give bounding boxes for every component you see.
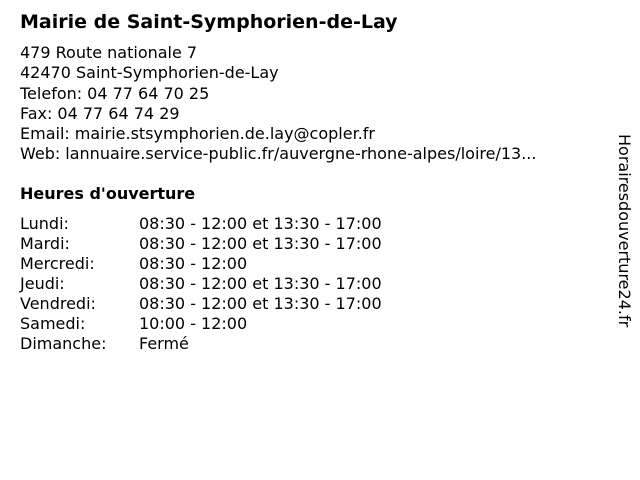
watermark-text: Horairesdouverture24.fr bbox=[615, 134, 634, 328]
page-title: Mairie de Saint-Symphorien-de-Lay bbox=[20, 11, 398, 33]
address-line-2: 42470 Saint-Symphorien-de-Lay bbox=[20, 63, 279, 83]
time-value: 08:30 - 12:00 bbox=[139, 254, 248, 273]
time-value: 10:00 - 12:00 bbox=[139, 314, 248, 333]
day-label: Vendredi: bbox=[20, 294, 96, 313]
web-link[interactable]: lannuaire.service-public.fr/auvergne-rhone-alpes/loire/13... bbox=[65, 144, 537, 164]
fax-value: 04 77 64 74 29 bbox=[57, 103, 180, 123]
time-value: Fermé bbox=[139, 334, 189, 353]
email-row bbox=[20, 124, 536, 144]
phone-row bbox=[20, 84, 536, 104]
hours-heading: Heures d'ouverture bbox=[20, 184, 196, 203]
email-link[interactable]: mairie.stsymphorien.de.lay@copler.fr bbox=[74, 124, 375, 144]
day-label: Lundi: bbox=[20, 214, 69, 233]
day-label: Samedi: bbox=[20, 314, 86, 333]
day-label: Mardi: bbox=[20, 234, 70, 253]
web-row bbox=[20, 144, 536, 164]
day-label: Dimanche: bbox=[20, 334, 107, 353]
web-label: Web: bbox=[20, 144, 61, 164]
phone-value[interactable]: 04 77 64 70 25 bbox=[87, 83, 210, 103]
time-value: 08:30 - 12:00 et 13:30 - 17:00 bbox=[139, 234, 382, 253]
email-label: Email: bbox=[20, 124, 70, 144]
time-value: 08:30 - 12:00 et 13:30 - 17:00 bbox=[139, 294, 382, 313]
fax-label: Fax: bbox=[20, 103, 53, 123]
fax-row bbox=[20, 104, 536, 124]
day-label: Mercredi: bbox=[20, 254, 95, 273]
watermark bbox=[612, 134, 636, 374]
address-line-1: 479 Route nationale 7 bbox=[20, 43, 198, 62]
day-label: Jeudi: bbox=[20, 274, 65, 293]
time-value: 08:30 - 12:00 et 13:30 - 17:00 bbox=[139, 274, 382, 293]
phone-label: Telefon: bbox=[20, 83, 83, 103]
time-value: 08:30 - 12:00 et 13:30 - 17:00 bbox=[139, 214, 382, 233]
contact-info bbox=[20, 43, 536, 165]
